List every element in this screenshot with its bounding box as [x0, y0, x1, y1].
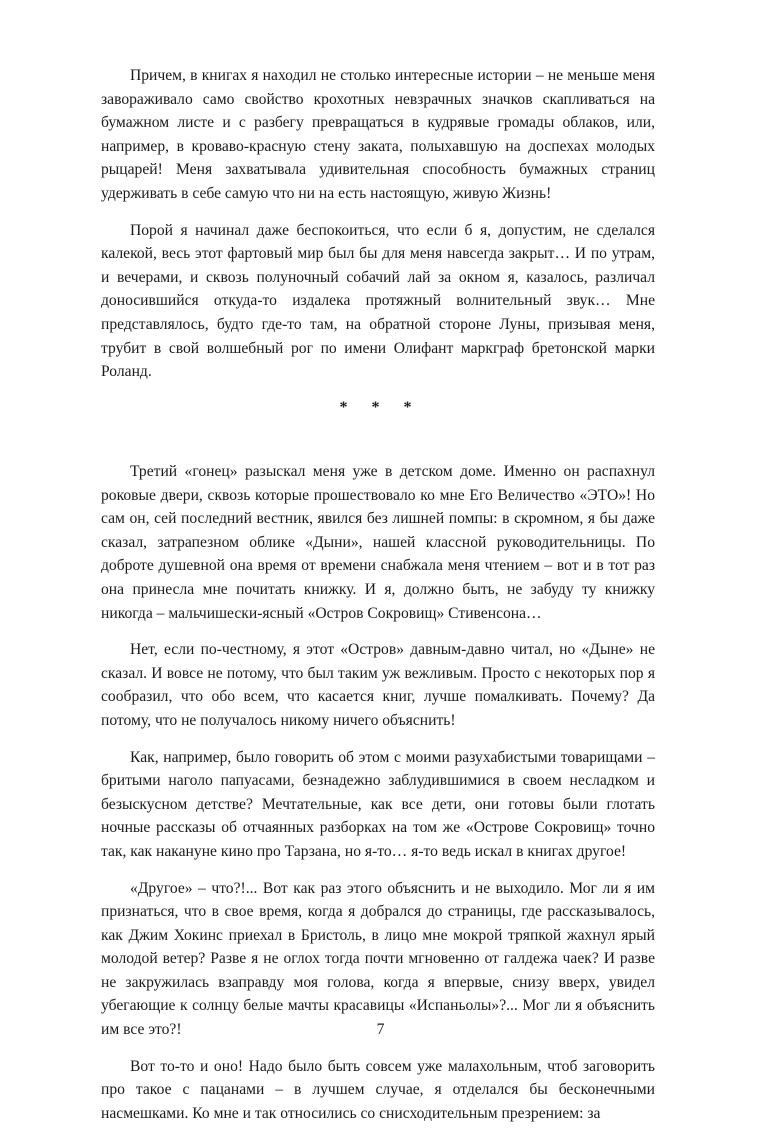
- paragraph: Вот то-то и оно! Надо было быть совсем уже малахольным, чтоб заговорить про такое с пацанами – в лучшем случае, я отделался бы бесконечными насмешками. Ко мне и так относились со снисходительным презрением: за: [101, 1057, 655, 1122]
- page-number: 7: [376, 1021, 385, 1038]
- paragraph: Как, например, было говорить об этом с моими разухабистыми товарищами – бритыми наголо папуасами, безнадежно заблудившимися в своем несладком и безыскусном детстве? Мечтательные, как все дети, они готовы были глотать ночные рассказы об отчаянных разборках на том же «Острове Сокровищ» точно так, как накануне кино про Тарзана, но я-то… я-то ведь искал в книгах другое!: [101, 748, 655, 860]
- paragraph: «Другое» – что?!... Вот как раз этого объяснить и не выходило. Мог ли я им признаться, что в свое время, когда я добрался до страницы, где рассказывалось, как Джим Хокинс приехал в Бристоль, в лицо мне мокрой тряпкой жахнул ярый молодой ветер? Разве я не оглох тогда почти мгновенно от галдежа чаек? И разве не закружилась взаправду моя голова, когда я впервые, снизу вверх, увидел убегающие к солнцу белые мачты красавицы «Испаньолы»?... Мог ли я объяснить им все это?!: [101, 879, 655, 1039]
- text-section-1: [101, 64, 655, 397]
- paragraph: Нет, если по-честному, я этот «Остров» давным-давно читал, но «Дыне» не сказал. И вовсе не потому, что был таким уж вежливым. Просто с некоторых пор я сообразил, что обо всем, что касается книг, лучше помалкивать. Почему? Да потому, что не получалось никому ничего объяснить!: [101, 641, 655, 729]
- paragraph: Третий «гонец» разыскал меня уже в детском доме. Именно он распахнул роковые двери, сквозь которые прошествовало ко мне Его Величество «ЭТО»! Но сам он, сей последний вестник, явился без лишней помпы: в скромном, я бы даже сказал, затрапезном облике «Дыни», нашей классной руководительницы. По доброте душевной она время от времени снабжала меня чтением – вот и в тот раз она принесла мне почитать книжку. И я, должно быть, не забуду ту книжку никогда – мальчишески-ясный «Остров Сокровищ» Стивенсона…: [101, 463, 655, 622]
- paragraph: Причем, в книгах я находил не столько интересные истории – не меньше меня завораживало само свойство крохотных невзрачных значков скапливаться на бумажном листе и с разбегу превращаться в кудрявые громады облаков, или, например, в кроваво-красную стену заката, полыхавшую на доспехах молодых рыцарей! Меня захватывала удивительная способность бумажных страниц удерживать в себе самую что ни на есть настоящую, живую Жизнь!: [101, 67, 655, 202]
- paragraph: Порой я начинал даже беспокоиться, что если б я, допустим, не сделался калекой, весь этот фартовый мир был бы для меня навсегда закрыт… И по утрам, и вечерами, и сквозь полуночный собачий лай за окном я, казалось, различал доносившийся откуда-то издалека протяжный волнительный звук… Мне представлялось, будто где-то там, на обратной стороне Луны, призывая меня, трубит в свой волшебный рог по имени Олифант маркграф бретонской марки Роланд.: [101, 221, 655, 381]
- section-separator: * * *: [339, 399, 422, 416]
